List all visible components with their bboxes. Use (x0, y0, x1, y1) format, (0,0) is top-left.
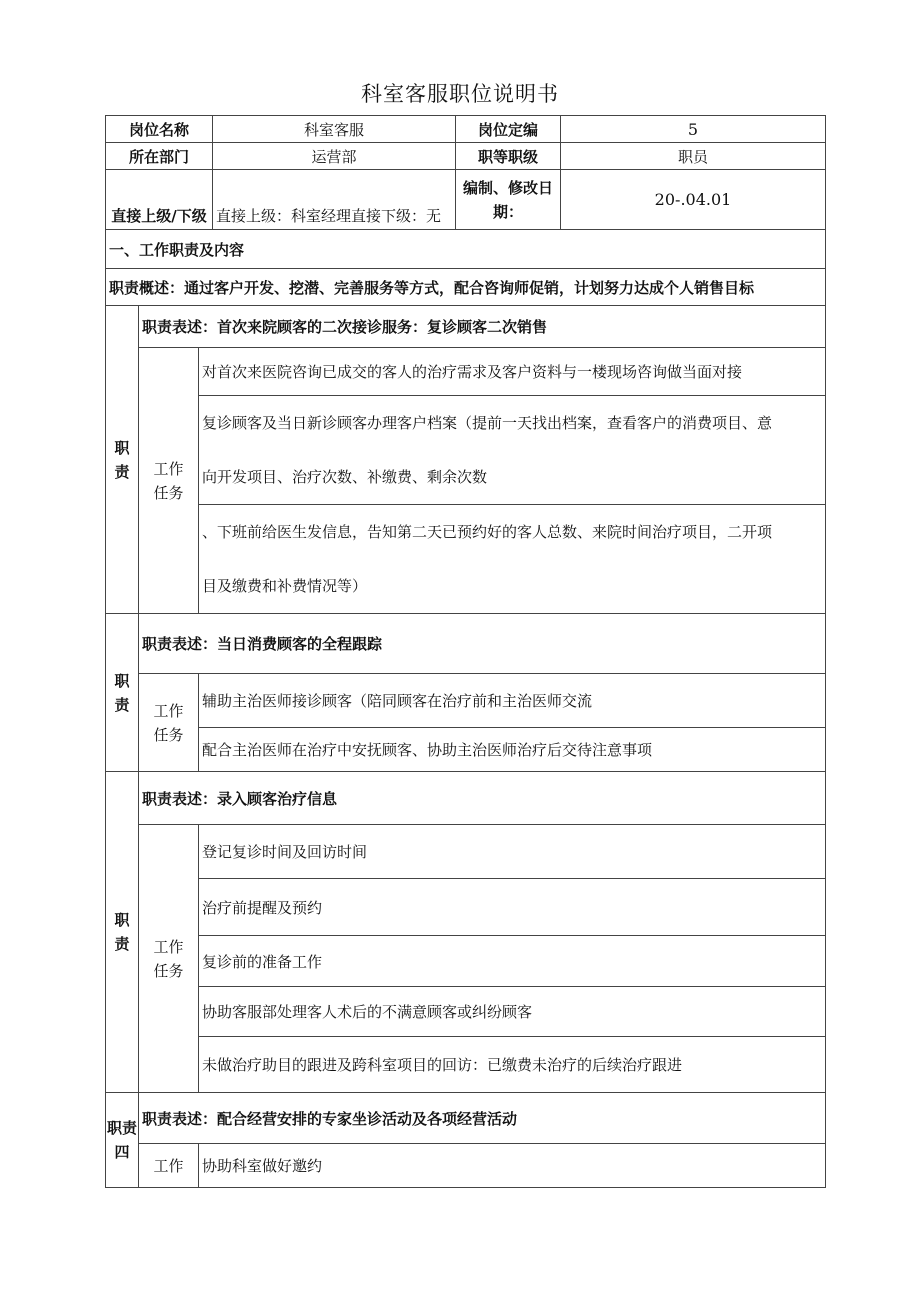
duty-1-task-2-line-1: 复诊顾客及当日新诊顾客办理客户档案（提前一天找出档案，查看客户的消费项目、意 (202, 414, 773, 432)
post-quota-label: 岗位定编 (456, 116, 561, 143)
duty-4-label-line-1: 职责 (106, 1119, 137, 1137)
duty-2-task-label-line-2: 任务 (153, 725, 184, 744)
date-value: 20-.04.01 (561, 170, 826, 230)
duty-1-task-label-line-2: 任务 (153, 483, 184, 502)
duty-1-label-line-2: 责 (114, 462, 130, 481)
duty-2-task-1: 辅助主治医师接诊顾客（陪同顾客在治疗前和主治医师交流 (199, 674, 826, 728)
duty-3-task-label-line-2: 任务 (153, 961, 184, 980)
superior-label: 直接上级/下级 (106, 170, 213, 230)
duty-3-task-row (106, 879, 826, 936)
duty-3-label-line-2: 责 (114, 935, 130, 953)
duty-1-task-row (106, 505, 826, 614)
duty-1-task-label-line-1: 工作 (153, 459, 184, 478)
duty-2-statement-row (106, 614, 826, 674)
duty-4-statement-row (106, 1093, 826, 1144)
post-name-value: 科室客服 (213, 116, 456, 143)
duty-3-task-row (106, 825, 826, 879)
duty-3-task-1: 登记复诊时间及回访时间 (199, 825, 826, 879)
duty-4-task-label: 工作 (139, 1144, 199, 1188)
section-title-row (106, 230, 826, 269)
summary-row (106, 269, 826, 306)
grade-label: 职等职级 (456, 143, 561, 170)
duty-1-task-3-line-1: 、下班前给医生发信息，告知第二天已预约好的客人总数、来院时间治疗项目，二开项 (202, 523, 773, 541)
duty-2-task-row (106, 728, 826, 772)
date-label-line-2: 期： (492, 202, 523, 221)
duty-3-task-row (106, 1037, 826, 1093)
duty-1-statement-row (106, 306, 826, 348)
duty-4-label-line-2: 四 (114, 1143, 130, 1161)
duty-1-statement: 职责表述：首次来院顾客的二次接诊服务：复诊顾客二次销售 (139, 306, 826, 348)
duty-3-task-label-line-1: 工作 (153, 937, 184, 956)
duty-1-task-3 (199, 505, 826, 614)
duty-1-task-row (106, 396, 826, 505)
post-name-label: 岗位名称 (106, 116, 213, 143)
post-quota-value: 5 (561, 116, 826, 143)
date-label-line-1: 编制、修改日 (462, 178, 553, 197)
duty-4-task-row (106, 1144, 826, 1188)
duty-4-statement: 职责表述：配合经营安排的专家坐诊活动及各项经营活动 (139, 1093, 826, 1144)
duty-1-label-line-1: 职 (114, 438, 130, 457)
section-title: 一、工作职责及内容 (106, 230, 826, 269)
duty-3-task-row (106, 936, 826, 987)
duty-1-task-3-line-2: 目及缴费和补费情况等） (202, 577, 368, 595)
duty-2-statement: 职责表述：当日消费顾客的全程跟踪 (139, 614, 826, 674)
header-row-superior (106, 170, 826, 230)
date-label (456, 170, 561, 230)
duty-1-task-1: 对首次来医院咨询已成交的客人的治疗需求及客户资料与一楼现场咨询做当面对接 (199, 348, 826, 396)
duty-3-task-5: 未做治疗助目的跟进及跨科室项目的回访：已缴费未治疗的后续治疗跟进 (199, 1037, 826, 1093)
duty-3-label-line-1: 职 (114, 911, 130, 929)
duty-1-task-2 (199, 396, 826, 505)
page-title: 科室客服职位说明书 (361, 82, 559, 106)
duty-3-statement-row (106, 772, 826, 825)
duty-3-task-row (106, 987, 826, 1037)
duty-summary: 职责概述：通过客户开发、挖潜、完善服务等方式，配合咨询师促销，计划努力达成个人销售目标 (106, 269, 826, 306)
duty-3-task-2: 治疗前提醒及预约 (199, 879, 826, 936)
dept-label: 所在部门 (106, 143, 213, 170)
duty-4-task-1: 协助科室做好邀约 (199, 1144, 826, 1188)
duty-1-task-label (139, 348, 199, 614)
duty-2-task-row (106, 674, 826, 728)
duty-2-task-label-line-1: 工作 (153, 701, 184, 720)
duty-2-task-2: 配合主治医师在治疗中安抚顾客、协助主治医师治疗后交待注意事项 (199, 728, 826, 772)
duty-3-task-label (139, 825, 199, 1093)
header-row-dept (106, 143, 826, 170)
header-row-post (106, 116, 826, 143)
duty-3-task-4: 协助客服部处理客人术后的不满意顾客或纠纷顾客 (199, 987, 826, 1037)
duty-4-label (106, 1093, 139, 1188)
header-table (105, 115, 826, 230)
duty-2-label (106, 614, 139, 772)
grade-value: 职员 (561, 143, 826, 170)
dept-value: 运营部 (213, 143, 456, 170)
duties-table (105, 229, 826, 1188)
duty-3-statement: 职责表述：录入顾客治疗信息 (139, 772, 826, 825)
duty-2-label-line-2: 责 (114, 695, 130, 714)
superior-value: 直接上级：科室经理直接下级：无 (213, 170, 456, 230)
duty-1-label (106, 306, 139, 614)
duty-1-task-row (106, 348, 826, 396)
duty-2-task-label (139, 674, 199, 772)
duty-3-task-3: 复诊前的准备工作 (199, 936, 826, 987)
duty-1-task-2-line-2: 向开发项目、治疗次数、补缴费、剩余次数 (202, 468, 488, 486)
duty-3-label (106, 772, 139, 1093)
duty-2-label-line-1: 职 (114, 671, 130, 690)
